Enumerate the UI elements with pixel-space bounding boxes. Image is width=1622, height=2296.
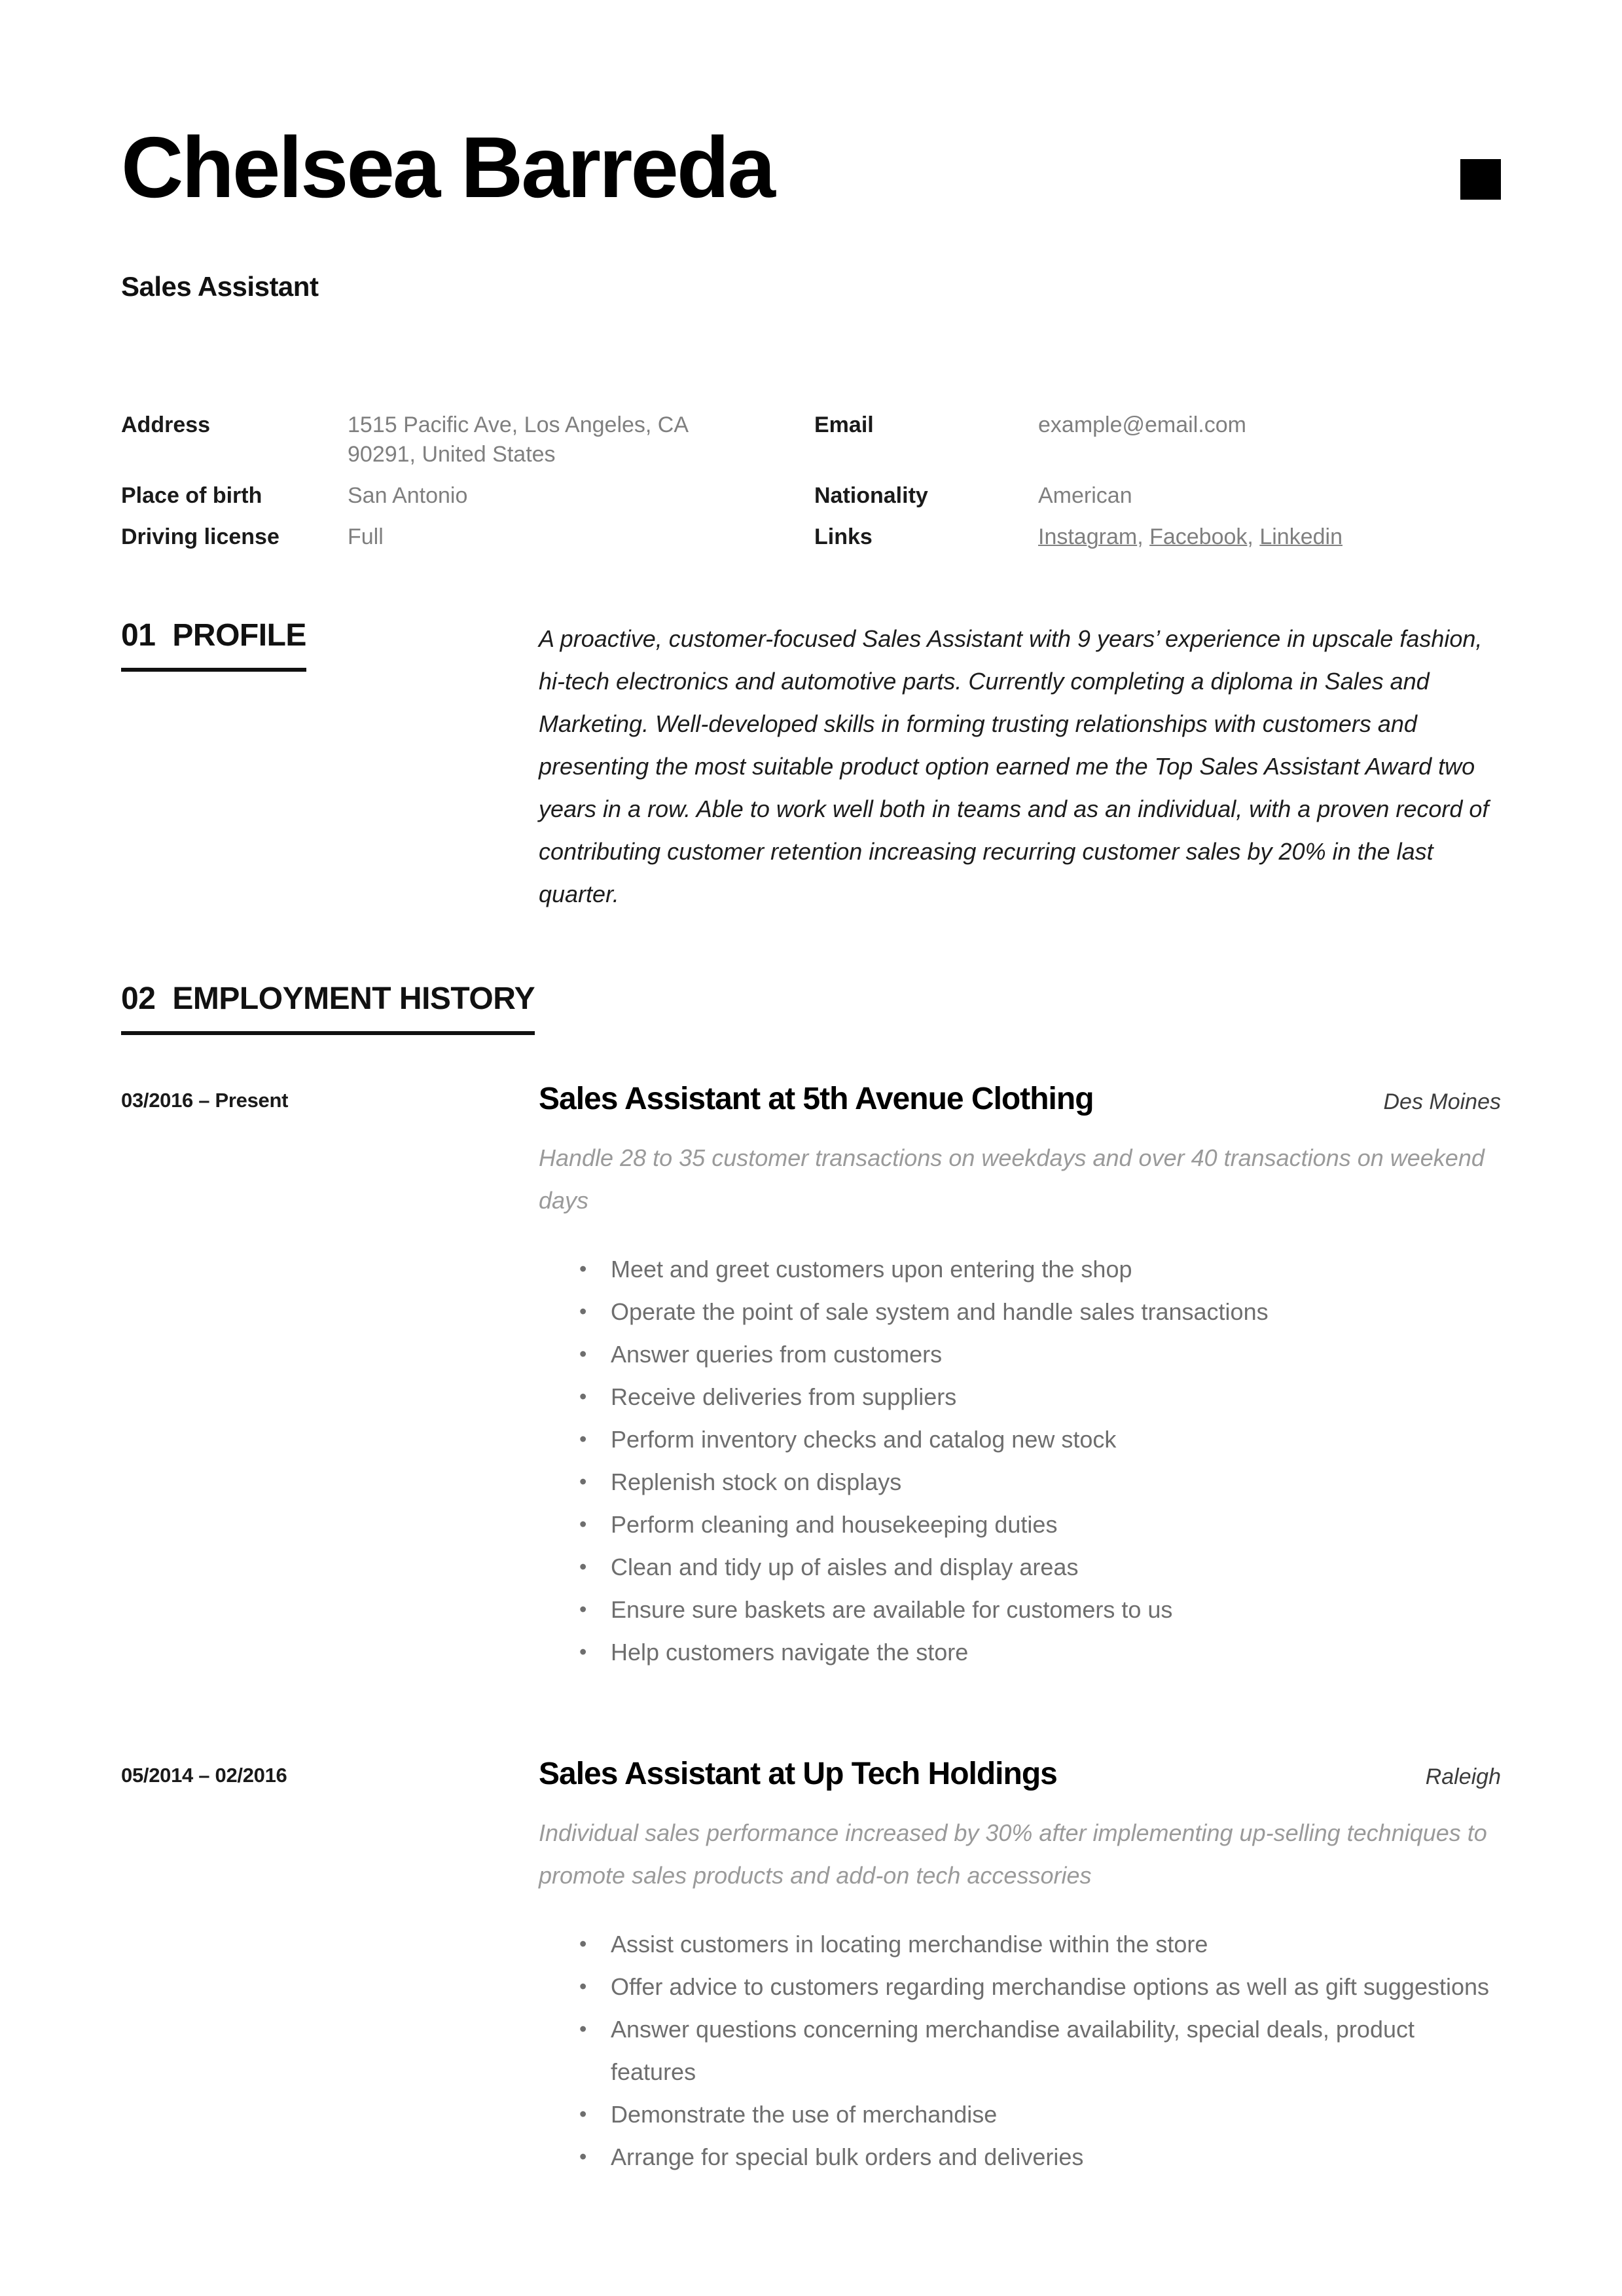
address-value-text: 1515 Pacific Ave, Los Angeles, CA 90291, United States	[348, 412, 688, 467]
bullet-item: • Clean and tidy up of aisles and display areas	[539, 1546, 1501, 1588]
address-label: Address	[121, 412, 211, 437]
driving-license-label: Driving license	[121, 524, 279, 549]
job-summary: Individual sales performance increased by 30% after implementing up-selling techniques to promote sales products and add-on tech accessories	[539, 1819, 1487, 1889]
bullet-item: • Perform cleaning and housekeeping duties	[539, 1503, 1501, 1546]
job-title: Sales Assistant at 5th Avenue Clothing	[539, 1082, 1094, 1116]
email-value: example@email.com	[1038, 412, 1246, 437]
instagram-link[interactable]: Instagram	[1038, 524, 1138, 549]
links-value	[1038, 522, 1501, 552]
bullet-item: • Arrange for special bulk orders and deliveries	[539, 2136, 1501, 2178]
job-location: Des Moines	[1383, 1089, 1501, 1114]
links-separator: ,	[1137, 524, 1150, 549]
employment-section	[121, 981, 1501, 2178]
header-accent-square	[1460, 159, 1501, 200]
bullet-item: • Answer questions concerning merchandise availability, special deals, product features	[539, 2008, 1501, 2093]
bullet-item: • Perform inventory checks and catalog new stock	[539, 1418, 1501, 1461]
job-bullet-list	[539, 1248, 1501, 1673]
profile-section-title: PROFILE	[172, 618, 306, 653]
address-value	[348, 410, 814, 469]
nationality-label: Nationality	[814, 483, 928, 508]
job-location: Raleigh	[1425, 1764, 1501, 1789]
links-label: Links	[814, 524, 873, 549]
place-of-birth-value: San Antonio	[348, 483, 468, 508]
job-entry-2	[121, 1756, 1501, 2178]
profile-heading-column	[121, 617, 539, 672]
employment-section-title: EMPLOYMENT HISTORY	[172, 981, 535, 1016]
email-label: Email	[814, 412, 874, 437]
profile-section-number: 01	[121, 618, 156, 653]
header-job-title: Sales Assistant	[121, 271, 319, 302]
profile-text: A proactive, customer-focused Sales Assistant with 9 years’ experience in upscale fashion, hi-tech electronics and automotive parts. Currently completing a diploma in Sales and Marketing. Well-developed skills in forming trusting relationships with customers and presenting the most suitable product option earned me the Top Sales Assistant Award two years in a row. Able to work well both in teams and as an individual, with a proven record of contributing customer retention increasing recurring customer sales by 20% in the last quarter.	[539, 625, 1489, 907]
job-content	[539, 1081, 1501, 1673]
bullet-item: • Ensure sure baskets are available for customers to us	[539, 1588, 1501, 1631]
bullet-item: • Assist customers in locating merchandise within the store	[539, 1923, 1501, 1965]
employment-section-heading	[121, 981, 535, 1035]
profile-section-heading	[121, 617, 306, 672]
linkedin-link[interactable]: Linkedin	[1259, 524, 1343, 549]
job-dates: 03/2016 – Present	[121, 1089, 289, 1112]
bullet-item: • Replenish stock on displays	[539, 1461, 1501, 1503]
bullet-item: • Help customers navigate the store	[539, 1631, 1501, 1673]
bullet-item: • Offer advice to customers regarding merchandise options as well as gift suggestions	[539, 1965, 1501, 2008]
employment-section-number: 02	[121, 981, 156, 1016]
job-dates: 05/2014 – 02/2016	[121, 1764, 287, 1787]
bullet-item: • Demonstrate the use of merchandise	[539, 2093, 1501, 2136]
nationality-value: American	[1038, 483, 1132, 508]
bullet-item: • Meet and greet customers upon entering the shop	[539, 1248, 1501, 1290]
bullet-item: • Receive deliveries from suppliers	[539, 1376, 1501, 1418]
job-entry-1	[121, 1081, 1501, 1673]
name-heading: Chelsea Barreda	[121, 119, 774, 215]
place-of-birth-label: Place of birth	[121, 483, 262, 508]
links-separator: ,	[1247, 524, 1260, 549]
driving-license-value: Full	[348, 524, 384, 549]
job-title: Sales Assistant at Up Tech Holdings	[539, 1757, 1057, 1791]
job-summary: Handle 28 to 35 customer transactions on weekdays and over 40 transactions on weekend days	[539, 1144, 1485, 1214]
job-bullet-list	[539, 1923, 1501, 2178]
job-content	[539, 1756, 1501, 2178]
profile-section	[121, 617, 1501, 915]
job-title-row	[539, 1756, 1501, 1792]
bullet-item: • Answer queries from customers	[539, 1333, 1501, 1376]
job-title-row	[539, 1081, 1501, 1117]
contact-section	[121, 410, 1501, 552]
bullet-item: • Operate the point of sale system and handle sales transactions	[539, 1290, 1501, 1333]
facebook-link[interactable]: Facebook	[1149, 524, 1248, 549]
